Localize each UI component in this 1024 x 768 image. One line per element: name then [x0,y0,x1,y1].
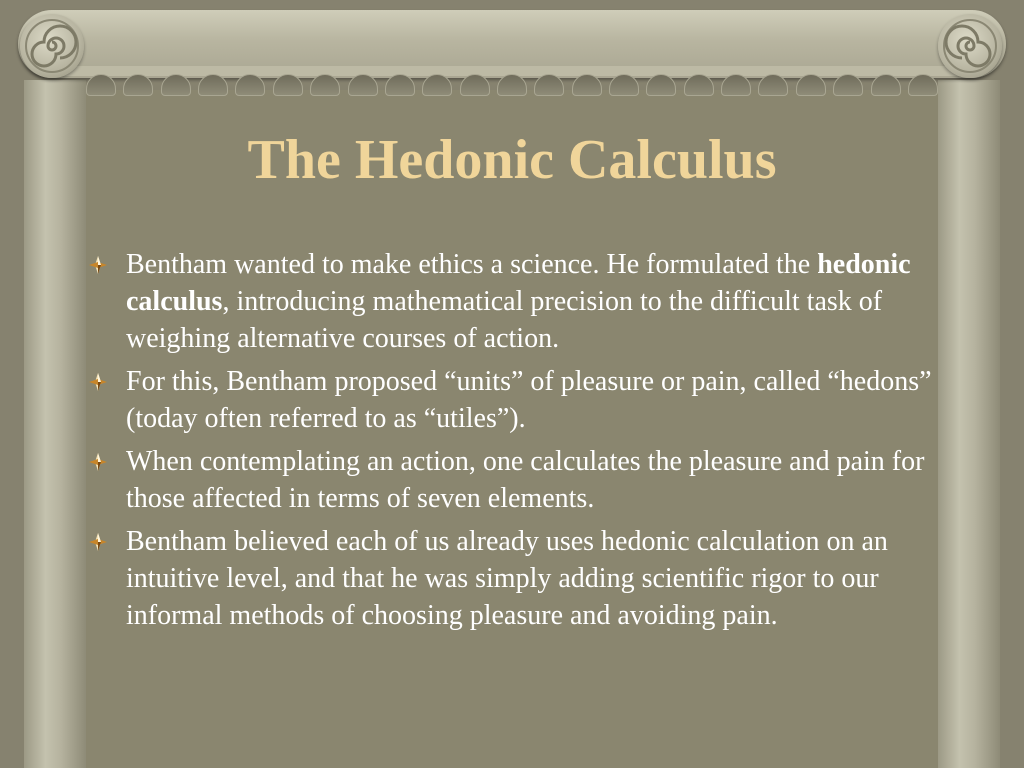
dentil [758,74,788,96]
right-volute-scroll-icon [938,14,1002,78]
dentil [348,74,378,96]
dentil [721,74,751,96]
bullet-text: When contemplating an action, one calculates the pleasure and pain for those affected in terms of seven elements. [126,446,925,514]
bullet-text: For this, Bentham proposed “units” of pleasure or pain, called “hedons” (today often referred to as “utiles”). [126,366,932,434]
bold-term: hedonic calculus [126,249,911,317]
four-point-star-icon [88,532,108,552]
dentil [497,74,527,96]
dentil [646,74,676,96]
left-volute-scroll-icon [20,14,84,78]
bullet-item [88,443,948,517]
dentil [684,74,714,96]
dentil [273,74,303,96]
dentil [460,74,490,96]
dentil [310,74,340,96]
dentil [86,74,116,96]
bullet-list [88,246,948,640]
dentil [385,74,415,96]
dentil [833,74,863,96]
bullet-text: Bentham believed each of us already uses hedonic calculation on an intuitive level, and that he was simply adding scientific rigor to our informal methods of choosing pleasure and avoiding pain. [126,526,888,631]
dentil [123,74,153,96]
four-point-star-icon [88,452,108,472]
four-point-star-icon [88,372,108,392]
dentil [572,74,602,96]
dentil [235,74,265,96]
dentil [609,74,639,96]
dentil [161,74,191,96]
dentil [871,74,901,96]
dentil [198,74,228,96]
bullet-item [88,363,948,437]
left-column [24,80,86,768]
bullet-item [88,523,948,634]
dentil-row [86,74,938,96]
dentil [908,74,938,96]
dentil [796,74,826,96]
slide-title: The Hedonic Calculus [247,129,777,191]
dentil [422,74,452,96]
four-point-star-icon [88,255,108,275]
bullet-item [88,246,948,357]
dentil [534,74,564,96]
bullet-text: Bentham wanted to make ethics a science. He formulated the hedonic calculus, introducing mathematical precision to the difficult task of weighing alternative courses of action. [126,249,911,354]
